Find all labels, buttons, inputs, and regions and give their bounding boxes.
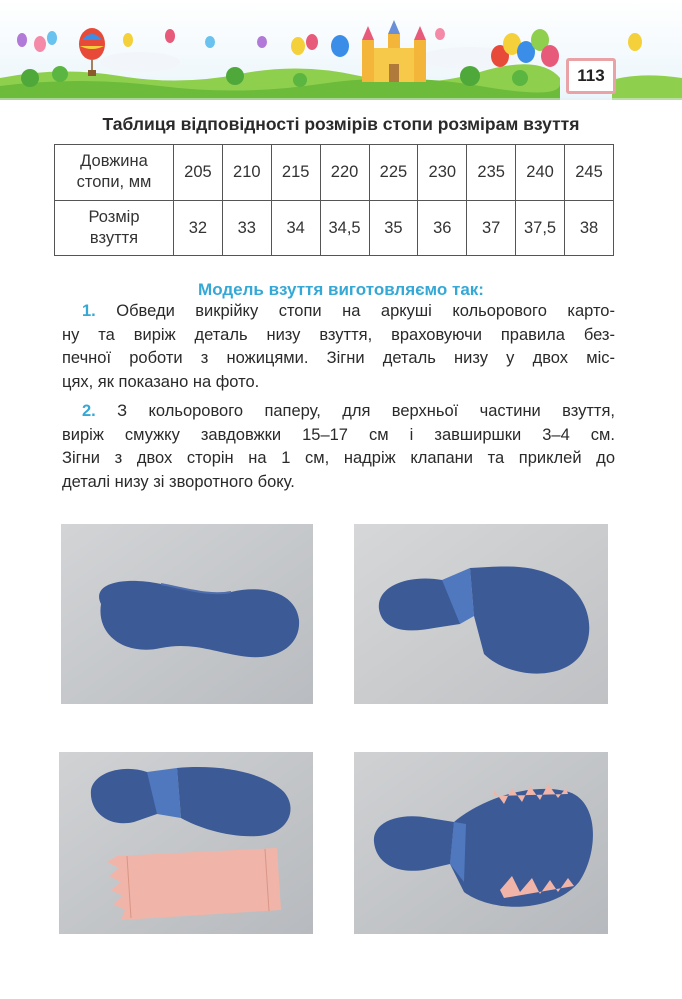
table-cell: 230 <box>418 145 467 201</box>
table-cell: 235 <box>467 145 516 201</box>
table-cell: 38 <box>565 200 614 256</box>
table-cell: 220 <box>320 145 369 201</box>
page-number: 113 <box>566 58 616 94</box>
table-row-foot-length <box>55 145 614 201</box>
step-number: 2. <box>82 402 96 420</box>
table-cell: 215 <box>271 145 320 201</box>
row-header-line: Довжина <box>80 152 148 171</box>
table-title: Таблиця відповідності розмірів стопи розмірам взуття <box>102 114 580 134</box>
row-header-shoe-size <box>55 200 174 256</box>
table-cell: 205 <box>174 145 223 201</box>
table-cell: 210 <box>222 145 271 201</box>
instruction-line <box>62 400 615 424</box>
instruction-text: З кольорового паперу, для верхньої частини взуття, <box>117 402 615 420</box>
table-cell: 32 <box>174 200 223 256</box>
instruction-text: Обведи викрійку стопи на аркуші кольорового карто- <box>116 302 615 320</box>
table-cell: 37 <box>467 200 516 256</box>
size-correspondence-table <box>54 144 614 256</box>
table-cell: 36 <box>418 200 467 256</box>
table-cell: 37,5 <box>516 200 565 256</box>
instruction-line: виріж смужку завдовжки 15–17 см і завширшки 3–4 см. <box>62 425 615 444</box>
row-header-line: взуття <box>89 228 139 247</box>
instructions-title: Модель взуття виготовляємо так: <box>198 280 484 299</box>
instruction-line: цях, як показано на фото. <box>62 372 260 391</box>
paper-strip-shape <box>107 848 281 920</box>
table-cell: 225 <box>369 145 418 201</box>
photo-folded-sole <box>354 524 608 704</box>
row-header-foot-length <box>55 145 174 201</box>
row-header-line: стопи, мм <box>76 173 152 192</box>
table-cell: 240 <box>516 145 565 201</box>
table-cell: 33 <box>222 200 271 256</box>
instruction-line: Зігни з двох сторін на 1 см, надріж клапани та приклей до <box>62 449 615 468</box>
table-row-shoe-size <box>55 200 614 256</box>
table-cell: 34,5 <box>320 200 369 256</box>
row-header-line: Розмір <box>88 207 140 226</box>
instruction-line <box>62 300 615 324</box>
instruction-step-1 <box>62 300 615 394</box>
table-cell: 34 <box>271 200 320 256</box>
instruction-line: печної роботи з ножицями. Зігни деталь низу у двох міс- <box>62 349 615 368</box>
instruction-step-2 <box>62 400 615 494</box>
photo-assembled-shoe <box>354 752 608 934</box>
step-number: 1. <box>82 302 96 320</box>
instruction-line: деталі низу зі зворотного боку. <box>62 472 295 491</box>
photo-flat-sole <box>61 524 313 704</box>
table-cell: 35 <box>369 200 418 256</box>
instruction-line: ну та виріж деталь низу взуття, враховуючи правила без- <box>62 325 615 344</box>
table-cell: 245 <box>565 145 614 201</box>
photo-sole-with-paper-strip <box>59 752 313 934</box>
